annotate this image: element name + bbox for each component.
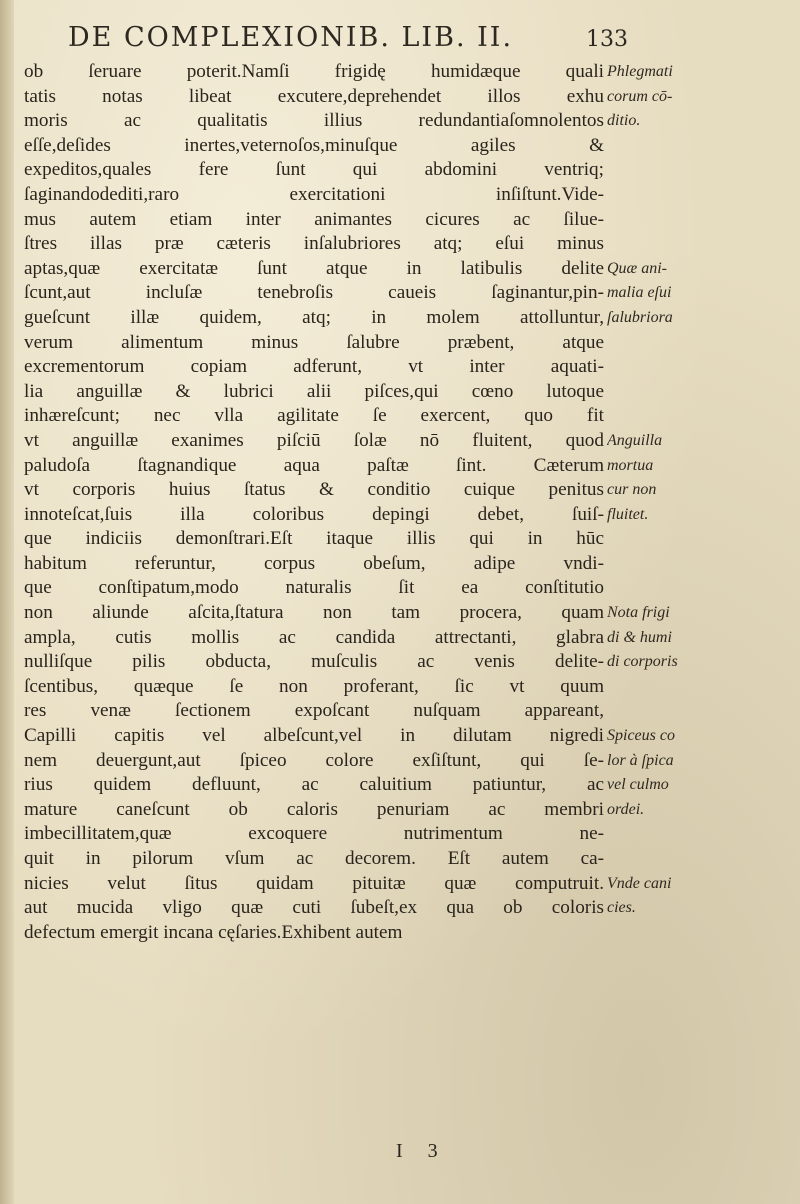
margin-note-line <box>607 847 797 872</box>
margin-note-line: Nota frigi <box>607 604 670 622</box>
text-line: expeditos,quales fere ſunt qui abdomini ventriq; <box>24 159 604 181</box>
margin-note-line: Spiceus co <box>607 727 675 745</box>
text-line: non aliunde aſcita,ſtatura non tam procera, quam <box>24 602 604 624</box>
text-line: ſcentibus, quæque ſe non proferant, ſic vt quum <box>24 675 604 697</box>
page-number: 133 <box>586 27 628 52</box>
text-line: nulliſque pilis obducta, muſculis ac venis delite- <box>24 651 604 673</box>
margin-note-line <box>607 208 797 233</box>
margin-note-line <box>607 380 797 405</box>
text-line: Capilli capitis vel albeſcunt,vel in dilutam nigredi <box>24 725 604 747</box>
margin-note-line <box>607 331 797 356</box>
signature-mark: I 3 <box>396 1140 448 1162</box>
margin-note-line <box>607 552 797 577</box>
text-line: innoteſcat,ſuis illa coloribus depingi debet, ſuiſ- <box>24 503 604 525</box>
margin-note-line <box>607 158 797 183</box>
text-line: imbecillitatem,quæ excoquere nutrimentum ne- <box>24 823 604 845</box>
margin-note-line: fluitet. <box>607 505 649 523</box>
text-line: vt corporis huius ſtatus & conditio cuique penitus <box>24 479 604 501</box>
margin-note-line <box>607 699 797 724</box>
marginal-notes-column <box>607 60 797 945</box>
text-line: ſtres illas præ cæteris inſalubriores atq; eſui minus <box>24 233 604 255</box>
margin-note-line: di & humi <box>607 628 672 646</box>
margin-note-line: Quæ ani- <box>607 259 667 277</box>
margin-note-line: di corporis <box>607 653 678 671</box>
margin-note-line <box>607 576 797 601</box>
text-line: excrementorum copiam adferunt, vt inter aquati- <box>24 356 604 378</box>
text-line: mature caneſcunt ob caloris penuriam ac membri <box>24 798 604 820</box>
margin-note-line <box>607 921 797 946</box>
page-gutter <box>0 0 14 1204</box>
text-line: ampla, cutis mollis ac candida attrectanti, glabra <box>24 626 604 648</box>
text-line: res venæ ſectionem expoſcant nuſquam appareant, <box>24 700 604 722</box>
margin-note-line <box>607 675 797 700</box>
margin-note-line: corum cō- <box>607 87 673 105</box>
text-line: rius quidem defluunt, ac caluitium patiuntur, ac <box>24 774 604 796</box>
text-line: mus autem etiam inter animantes cicures ac ſilue- <box>24 208 604 230</box>
main-text-column <box>24 60 604 945</box>
margin-note-line: vel culmo <box>607 776 669 794</box>
text-line: aut mucida vligo quæ cuti ſubeſt,ex qua ob coloris <box>24 897 604 919</box>
margin-note-line: Phlegmati <box>607 63 673 80</box>
margin-note-line: ditio. <box>607 112 641 130</box>
text-line: quit in pilorum vſum ac decorem. Eſt autem ca- <box>24 848 604 869</box>
margin-note-line <box>607 183 797 208</box>
margin-note-line <box>607 404 797 429</box>
text-line: tatis notas libeat excutere,deprehendet illos exhu <box>24 85 604 107</box>
margin-note-line <box>607 527 797 552</box>
running-header <box>68 22 628 53</box>
margin-note-line: lor à ſpica <box>607 751 674 769</box>
text-line: lia anguillæ & lubrici alii piſces,qui cœno lutoque <box>24 380 604 402</box>
margin-note-line: cur non <box>607 481 657 499</box>
margin-note-line <box>607 822 797 847</box>
text-line: aptas,quæ exercitatæ ſunt atque in latibulis delite <box>24 257 604 279</box>
text-line: nicies velut ſitus quidam pituitæ quæ computruit. <box>24 872 604 894</box>
margin-note-line: ſalubriora <box>607 308 673 326</box>
text-line: vt anguillæ exanimes piſciū ſolæ nō fluitent, quod <box>24 429 604 451</box>
margin-note-line <box>607 232 797 257</box>
text-line: nem deuergunt,aut ſpiceo colore exſiſtunt, qui ſe- <box>24 749 604 771</box>
text-line: verum alimentum minus ſalubre præbent, atque <box>24 331 604 353</box>
text-line: paludoſa ſtagnandique aqua paſtæ ſint. Cæterum <box>24 454 604 476</box>
text-line: habitum referuntur, corpus obeſum, adipe vndi- <box>24 552 604 574</box>
text-line: defectum emergit incana cęſaries.Exhibent autem <box>24 921 403 943</box>
margin-note-line: mortua <box>607 456 654 474</box>
text-line: inhæreſcunt; nec vlla agilitate ſe exercent, quo fit <box>24 405 604 427</box>
margin-note-line: Vnde cani <box>607 874 672 892</box>
margin-note-line: Anguilla <box>607 431 663 449</box>
text-line: ſcunt,aut incluſæ tenebroſis caueis ſaginantur,pin- <box>24 282 604 304</box>
text-line: ob ſeruare poterit.Namſi frigidę humidæque quali <box>24 61 604 82</box>
text-line: eſſe,deſides inertes,veternoſos,minuſque agiles & <box>24 134 604 156</box>
text-line: gueſcunt illæ quidem, atq; in molem attolluntur, <box>24 306 604 328</box>
margin-note-line <box>607 355 797 380</box>
text-line: que indiciis demonſtrari.Eſt itaque illis qui in hūc <box>24 528 604 550</box>
margin-note-line: malia eſui <box>607 284 672 302</box>
margin-note-line <box>607 134 797 159</box>
running-title: DE COMPLEXIONIB. LIB. II. <box>68 22 514 53</box>
text-line: ſaginandodediti,raro exercitationi inſiſtunt.Vide- <box>24 183 604 205</box>
text-line: que conſtipatum,modo naturalis ſit ea conſtitutio <box>24 577 604 599</box>
margin-note-line: cies. <box>607 899 636 917</box>
text-line: moris ac qualitatis illius redundantiaſomnolentos <box>24 110 604 132</box>
margin-note-line: ordei. <box>607 800 645 818</box>
